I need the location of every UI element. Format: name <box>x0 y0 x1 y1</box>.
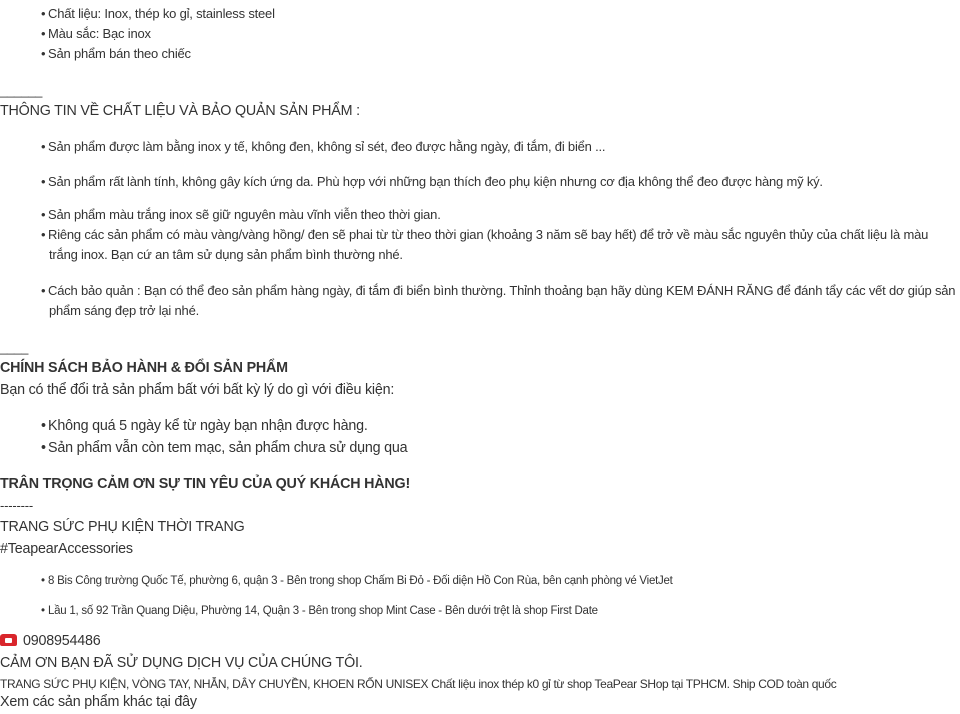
thanks-line: CẢM ƠN BẠN ĐÃ SỬ DỤNG DỊCH VỤ CỦA CHÚNG TÔI. <box>0 655 363 671</box>
spec-color: • Màu sắc: Bạc inox <box>49 26 151 41</box>
phone-number[interactable]: 0908954486 <box>23 633 101 649</box>
care-instructions: • Cách bảo quản : Bạn có thể đeo sản phẩm hàng ngày, đi tắm đi biển bình thường. Thỉnh thoảng bạn hãy dùng KEM ĐÁNH RĂNG để đánh tẩy các vết dơ giúp sản phẩm sáng đẹp trở lại nhé. <box>49 281 960 321</box>
material-info-item: • Sản phẩm được làm bằng inox y tế, không đen, không sỉ sét, đeo được hằng ngày, đi tắm, đi biển ... <box>49 139 605 154</box>
more-products-link[interactable]: Xem các sản phẩm khác tại đây <box>0 694 197 710</box>
material-info-item: • Riêng các sản phẩm có màu vàng/vàng hồng/ đen sẽ phai từ từ theo thời gian (khoảng 3 năm sẽ bay hết) để trở về màu sắc nguyên thủy của chất liệu là màu trắng inox. Bạn cứ an tâm sử dụng sản phẩm bình thường nhé. <box>49 225 959 265</box>
material-info-item: • Sản phẩm màu trắng inox sẽ giữ nguyên màu vĩnh viễn theo thời gian. <box>49 207 441 222</box>
divider-line: ____ <box>0 340 29 355</box>
material-heading: THÔNG TIN VỀ CHẤT LIỆU VÀ BẢO QUẢN SẢN PHẨM : <box>0 103 360 119</box>
material-info-item: • Sản phẩm rất lành tính, không gây kích ứng da. Phù hợp với những bạn thích đeo phụ kiện nhưng cơ địa không thể đeo được hàng mỹ ký. <box>49 174 823 189</box>
phone-line <box>0 633 101 649</box>
spec-sale-unit: • Sản phẩm bán theo chiếc <box>49 46 191 61</box>
warranty-condition: • Sản phẩm vẫn còn tem mạc, sản phẩm chưa sử dụng qua <box>49 440 407 456</box>
shop-name: TRANG SỨC PHỤ KIỆN THỜI TRANG <box>0 519 245 535</box>
store-address: • 8 Bis Công trường Quốc Tế, phường 6, quận 3 - Bên trong shop Chấm Bi Đỏ - Đối diện Hồ Con Rùa, bên cạnh phòng vé VietJet <box>49 575 673 587</box>
warranty-heading: CHÍNH SÁCH BẢO HÀNH & ĐỔI SẢN PHẨM <box>0 360 288 376</box>
store-address: • Lầu 1, số 92 Trần Quang Diệu, Phường 14, Quận 3 - Bên trong shop Mint Case - Bên dưới trệt là shop First Date <box>49 605 598 617</box>
warranty-condition: • Không quá 5 ngày kể từ ngày bạn nhận được hàng. <box>49 418 368 434</box>
warranty-intro: Bạn có thể đổi trả sản phẩm bất với bất kỳ lý do gì với điều kiện: <box>0 382 395 398</box>
thanks-heading: TRÂN TRỌNG CẢM ƠN SỰ TIN YÊU CỦA QUÝ KHÁCH HÀNG! <box>0 476 411 492</box>
shop-hashtag: #TeapearAccessories <box>0 541 133 557</box>
divider-dashes: -------- <box>0 498 34 513</box>
telephone-icon <box>0 634 17 646</box>
divider-line: ______ <box>0 83 43 98</box>
spec-material: • Chất liệu: Inox, thép ko gỉ, stainless steel <box>49 6 275 21</box>
seo-description: TRANG SỨC PHỤ KIỆN, VÒNG TAY, NHẪN, DÂY CHUYỀN, KHOEN RỐN UNISEX Chất liệu inox thép k0 gỉ từ shop TeaPear SHop tại TPHCM. Ship COD toàn quốc <box>0 677 837 691</box>
